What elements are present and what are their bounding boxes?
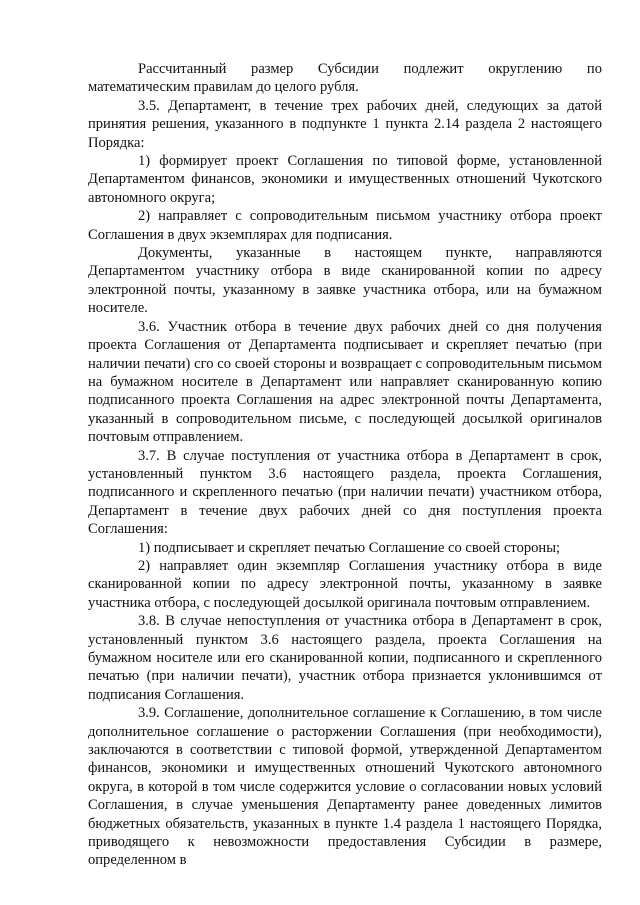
paragraph-3-6: 3.6. Участник отбора в течение двух рабочих дней со дня получения проекта Соглашения от Департамента подписывает и скрепляет печатью (при наличии печати) сго со своей стороны и возвращает с сопроводительным письмом на бумажном носителе в Департамент или направляет сканированную копию подписанного проекта Соглашения на адрес электронной почты Департамента, указанный в сопроводительном письме, с последующей досылкой оригиналов почтовым отправлением. <box>88 318 602 446</box>
document-page <box>88 60 602 870</box>
paragraph-3-8: 3.8. В случае непоступления от участника отбора в Департамент в срок, установленный пунктом 3.6 настоящего раздела, проекта Соглашения на бумажном носителе или его сканированной копии, подписанного и скрепленного печатью (при наличии печати), участник отбора признается уклонившимся от подписания Соглашения. <box>88 613 602 703</box>
paragraph-rounding: Рассчитанный размер Субсидии подлежит округлению по математическим правилам до целого рубля. <box>88 61 602 96</box>
paragraph-3-9: 3.9. Соглашение, дополнительное соглашение к Соглашению, в том числе дополнительное соглашение о расторжении Соглашения (при необходимости), заключаются в соответствии с типовой формой, утвержденной Департаментом финансов, экономики и имущественных отношений Чукотского автономного округа, в которой в том числе содержится условие о согласовании новых условий Соглашения, в случае уменьшения Департаменту ранее доведенных лимитов бюджетных обязательств, указанных в пункте 1.4 раздела 1 настоящего Порядка, приводящего к невозможности предоставления Субсидии в размере, определенном в <box>88 705 602 869</box>
paragraph-3-7-item-2: 2) направляет один экземпляр Соглашения участнику отбора в виде сканированной копии по адресу электронной почты, указанному в заявке участника отбора, с последующей досылкой оригинала почтовым отправлением. <box>88 557 602 611</box>
paragraph-3-5-item-2: 2) направляет с сопроводительным письмом участнику отбора проект Соглашения в двух экземплярах для подписания. <box>88 208 602 243</box>
paragraph-3-5-documents: Документы, указанные в настоящем пункте, направляются Департаментом участнику отбора в виде сканированной копии по адресу электронной почты, указанному в заявке участника отбора, или на бумажном носителе. <box>88 245 602 317</box>
paragraph-3-5-item-1: 1) формирует проект Соглашения по типовой форме, установленной Департаментом финансов, экономики и имущественных отношений Чукотского автономного округа; <box>88 153 602 206</box>
paragraph-3-7: 3.7. В случае поступления от участника отбора в Департамент в срок, установленный пунктом 3.6 настоящего раздела, проекта Соглашения, подписанного и скрепленного печатью (при наличии печати) участником отбора, Департамент в течение двух рабочих дней со дня поступления проекта Соглашения: <box>88 447 602 538</box>
paragraph-3-7-item-1: 1) подписывает и скрепляет печатью Соглашение со своей стороны; <box>138 539 561 556</box>
paragraph-3-5: 3.5. Департамент, в течение трех рабочих дней, следующих за датой принятия решения, указанного в подпункте 1 пункта 2.14 раздела 2 настоящего Порядка: <box>88 97 602 151</box>
